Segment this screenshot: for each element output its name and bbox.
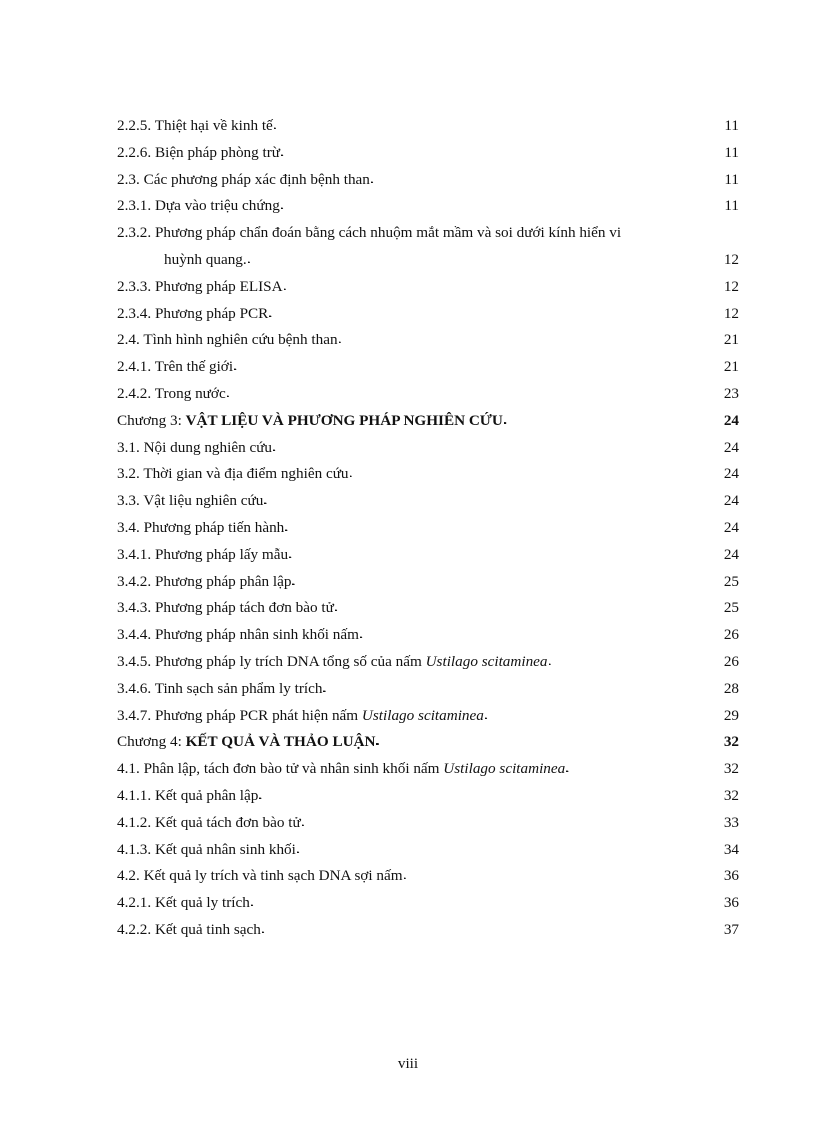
toc-entry[interactable] (117, 676, 739, 703)
toc-entry-continuation[interactable] (117, 247, 739, 274)
toc-entry-title: Biện pháp phòng trừ (154, 143, 281, 161)
dot-leader (285, 514, 723, 541)
toc-entry-page: 32 (723, 733, 739, 751)
dot-leader (335, 594, 723, 621)
toc-chapter-number: Chương 3: (117, 411, 182, 429)
toc-entry-number: 2.4.1. (117, 358, 152, 376)
toc-entry[interactable] (117, 167, 739, 194)
toc-entry-number: 3.4.1. (117, 545, 152, 563)
toc-entry-page: 11 (724, 197, 739, 215)
toc-entry-page: 34 (723, 840, 739, 858)
toc-entry-title: Kết quả ly trích và tinh sạch DNA sợi nấm (143, 867, 403, 885)
toc-entry-number: 2.3. (117, 170, 140, 188)
toc-entry[interactable] (117, 569, 739, 596)
toc-entry-page: 25 (723, 599, 739, 617)
toc-entry-page: 28 (723, 679, 739, 697)
toc-entry-title: Phân lập, tách đơn bào tử và nhân sinh khối nấm (143, 760, 440, 778)
toc-entry-number: 3.4. (117, 518, 140, 536)
dot-leader (485, 702, 723, 729)
toc-chapter-number: Chương 4: (117, 733, 182, 751)
toc-entry-number: 3.4.6. (117, 679, 152, 697)
toc-entry-title: Phương pháp tiến hành (143, 518, 285, 536)
dot-leader (297, 836, 723, 863)
toc-entry-number: 2.2.6. (117, 143, 152, 161)
toc-entry[interactable] (117, 140, 739, 167)
toc-entry-title: Phương pháp phân lập (154, 572, 292, 590)
toc-entry-title: Phương pháp ly trích DNA tổng số của nấm (154, 652, 422, 670)
toc-entry-number: 2.3.1. (117, 197, 152, 215)
toc-entry-title: Kết quả ly trích (154, 894, 250, 912)
toc-entry-title: Tình hình nghiên cứu bệnh than (143, 331, 338, 349)
toc-entry-title: Kết quả phân lập (154, 786, 259, 804)
toc-entry-page: 26 (723, 652, 739, 670)
toc-entry-page: 32 (723, 786, 739, 804)
toc-entry[interactable] (117, 461, 739, 488)
toc-entry-number: 3.4.3. (117, 599, 152, 617)
toc-entry-number: 2.3.2. (117, 224, 152, 242)
toc-chapter-entry[interactable] (117, 729, 739, 756)
toc-chapter-entry[interactable] (117, 408, 739, 435)
toc-entry[interactable] (117, 595, 739, 622)
toc-entry[interactable] (117, 193, 739, 220)
toc-entry-page: 32 (723, 760, 739, 778)
toc-entry-number: 3.1. (117, 438, 140, 456)
dot-leader (566, 755, 723, 782)
toc-entry-number: 4.2.1. (117, 894, 152, 912)
dot-leader (371, 166, 723, 193)
table-of-contents (117, 113, 739, 944)
toc-entry-page: 24 (723, 438, 739, 456)
toc-entry[interactable] (117, 703, 739, 730)
dot-leader (360, 621, 723, 648)
toc-entry-number: 4.2.2. (117, 920, 152, 938)
species-name: Ustilago scitaminea (361, 706, 484, 724)
toc-entry-page: 24 (723, 492, 739, 510)
toc-entry[interactable] (117, 622, 739, 649)
toc-entry[interactable] (117, 783, 739, 810)
dot-leader (273, 434, 723, 461)
toc-entry-page: 11 (724, 170, 739, 188)
toc-entry-title: Phương pháp lấy mẫu (154, 545, 289, 563)
dot-leader (504, 407, 723, 434)
toc-entry-page: 21 (723, 358, 739, 376)
toc-entry-page: 12 (723, 277, 739, 295)
toc-entry-title: Các phương pháp xác định bệnh than (143, 170, 370, 188)
toc-entry-number: 2.4.2. (117, 384, 152, 402)
toc-entry-page: 24 (723, 518, 739, 536)
toc-entry-number: 3.4.2. (117, 572, 152, 590)
dot-leader (302, 809, 723, 836)
toc-entry[interactable] (117, 220, 739, 247)
toc-entry[interactable] (117, 113, 739, 140)
toc-entry-number: 4.1.1. (117, 786, 152, 804)
toc-entry[interactable] (117, 435, 739, 462)
dot-leader (248, 246, 723, 273)
toc-entry-number: 3.4.4. (117, 626, 152, 644)
toc-entry-number: 2.4. (117, 331, 140, 349)
toc-entry-title: Phương pháp ELISA (154, 277, 283, 295)
toc-entry-title: Kết quả nhân sinh khối (154, 840, 296, 858)
toc-entry-page: 36 (723, 894, 739, 912)
toc-entry-title: Kết quả tinh sạch (154, 920, 261, 938)
dot-leader (404, 862, 723, 889)
toc-entry-title: Thời gian và địa điểm nghiên cứu (143, 465, 349, 483)
toc-entry-title: Phương pháp PCR (154, 304, 269, 322)
species-name: Ustilago scitaminea (425, 652, 548, 670)
toc-entry-page: 11 (724, 143, 739, 161)
toc-entry-number: 3.2. (117, 465, 140, 483)
toc-entry-number: 2.2.5. (117, 117, 152, 134)
species-name: Ustilago scitaminea (443, 760, 566, 778)
toc-entry-page: 36 (723, 867, 739, 885)
toc-entry-number: 3.4.7. (117, 706, 152, 724)
dot-leader (262, 916, 723, 943)
toc-entry-number: 2.3.4. (117, 304, 152, 322)
dot-leader (350, 460, 723, 487)
dot-leader (264, 487, 723, 514)
toc-entry[interactable] (117, 810, 739, 837)
toc-entry-number: 3.3. (117, 492, 140, 510)
toc-entry-title: Thiệt hại về kinh tế (154, 117, 273, 134)
toc-entry[interactable] (117, 327, 739, 354)
page-number-footer: viii (397, 1055, 419, 1072)
toc-entry-page: 21 (723, 331, 739, 349)
dot-leader (284, 273, 723, 300)
toc-entry[interactable] (117, 837, 739, 864)
toc-chapter-title: KẾT QUẢ VÀ THẢO LUẬN (185, 733, 376, 751)
toc-entry-page: 12 (723, 304, 739, 322)
toc-entry-number: 4.1. (117, 760, 140, 778)
toc-entry[interactable] (117, 917, 739, 944)
toc-entry[interactable] (117, 488, 739, 515)
toc-entry-number: 4.1.3. (117, 840, 152, 858)
toc-entry[interactable] (117, 542, 739, 569)
dot-leader (269, 300, 723, 327)
toc-entry-title: Phương pháp PCR phát hiện nấm (154, 706, 359, 724)
dot-leader (339, 326, 723, 353)
toc-entry-title: Trong nước (154, 384, 226, 402)
toc-entry-title: Trên thế giới (154, 358, 234, 376)
toc-entry-page: 11 (724, 117, 739, 134)
toc-entry-title: Phương pháp tách đơn bào tử (154, 599, 334, 617)
dot-leader (259, 782, 723, 809)
dot-leader (376, 728, 722, 755)
dot-leader (281, 192, 724, 219)
toc-entry-title: Kết quả tách đơn bào tử (154, 813, 301, 831)
toc-entry-page: 26 (723, 626, 739, 644)
dot-leader (281, 139, 723, 166)
dot-leader (227, 380, 723, 407)
toc-entry-number: 4.2. (117, 867, 140, 885)
toc-entry-page: 24 (723, 545, 739, 563)
dot-leader (549, 648, 723, 675)
toc-entry[interactable] (117, 515, 739, 542)
dot-leader (289, 541, 723, 568)
toc-entry[interactable] (117, 381, 739, 408)
toc-entry-page: 37 (723, 920, 739, 938)
toc-entry-page: 25 (723, 572, 739, 590)
toc-entry-title-continued: huỳnh quang. (164, 250, 247, 268)
toc-entry-title: Dựa vào triệu chứng (154, 197, 280, 215)
toc-entry-title: Tinh sạch sản phẩm ly trích (154, 679, 323, 697)
toc-chapter-title: VẬT LIỆU VÀ PHƯƠNG PHÁP NGHIÊN CỨU (185, 411, 503, 429)
toc-entry-page: 12 (723, 250, 739, 268)
dot-leader (251, 889, 723, 916)
toc-entry[interactable] (117, 649, 739, 676)
toc-entry-number: 4.1.2. (117, 813, 152, 831)
toc-entry-number: 3.4.5. (117, 652, 152, 670)
toc-entry-page: 29 (723, 706, 739, 724)
toc-entry-page: 33 (723, 813, 739, 831)
toc-entry-title: Nội dung nghiên cứu (143, 438, 273, 456)
toc-entry[interactable] (117, 863, 739, 890)
dot-leader (274, 112, 724, 139)
toc-entry[interactable] (117, 890, 739, 917)
toc-entry-number: 2.3.3. (117, 277, 152, 295)
toc-entry[interactable] (117, 354, 739, 381)
toc-entry-title: Phương pháp chẩn đoán bằng cách nhuộm mắt mầm và soi dưới kính hiển vi (154, 224, 622, 242)
toc-entry-page: 23 (723, 384, 739, 402)
toc-entry[interactable] (117, 274, 739, 301)
toc-entry-title: Phương pháp nhân sinh khối nấm (154, 626, 359, 644)
dot-leader (292, 568, 722, 595)
dot-leader (323, 675, 722, 702)
dot-leader (234, 353, 723, 380)
toc-entry[interactable] (117, 756, 739, 783)
toc-entry[interactable] (117, 301, 739, 328)
toc-entry-page: 24 (723, 411, 739, 429)
toc-entry-title: Vật liệu nghiên cứu (143, 492, 264, 510)
toc-entry-page: 24 (723, 465, 739, 483)
